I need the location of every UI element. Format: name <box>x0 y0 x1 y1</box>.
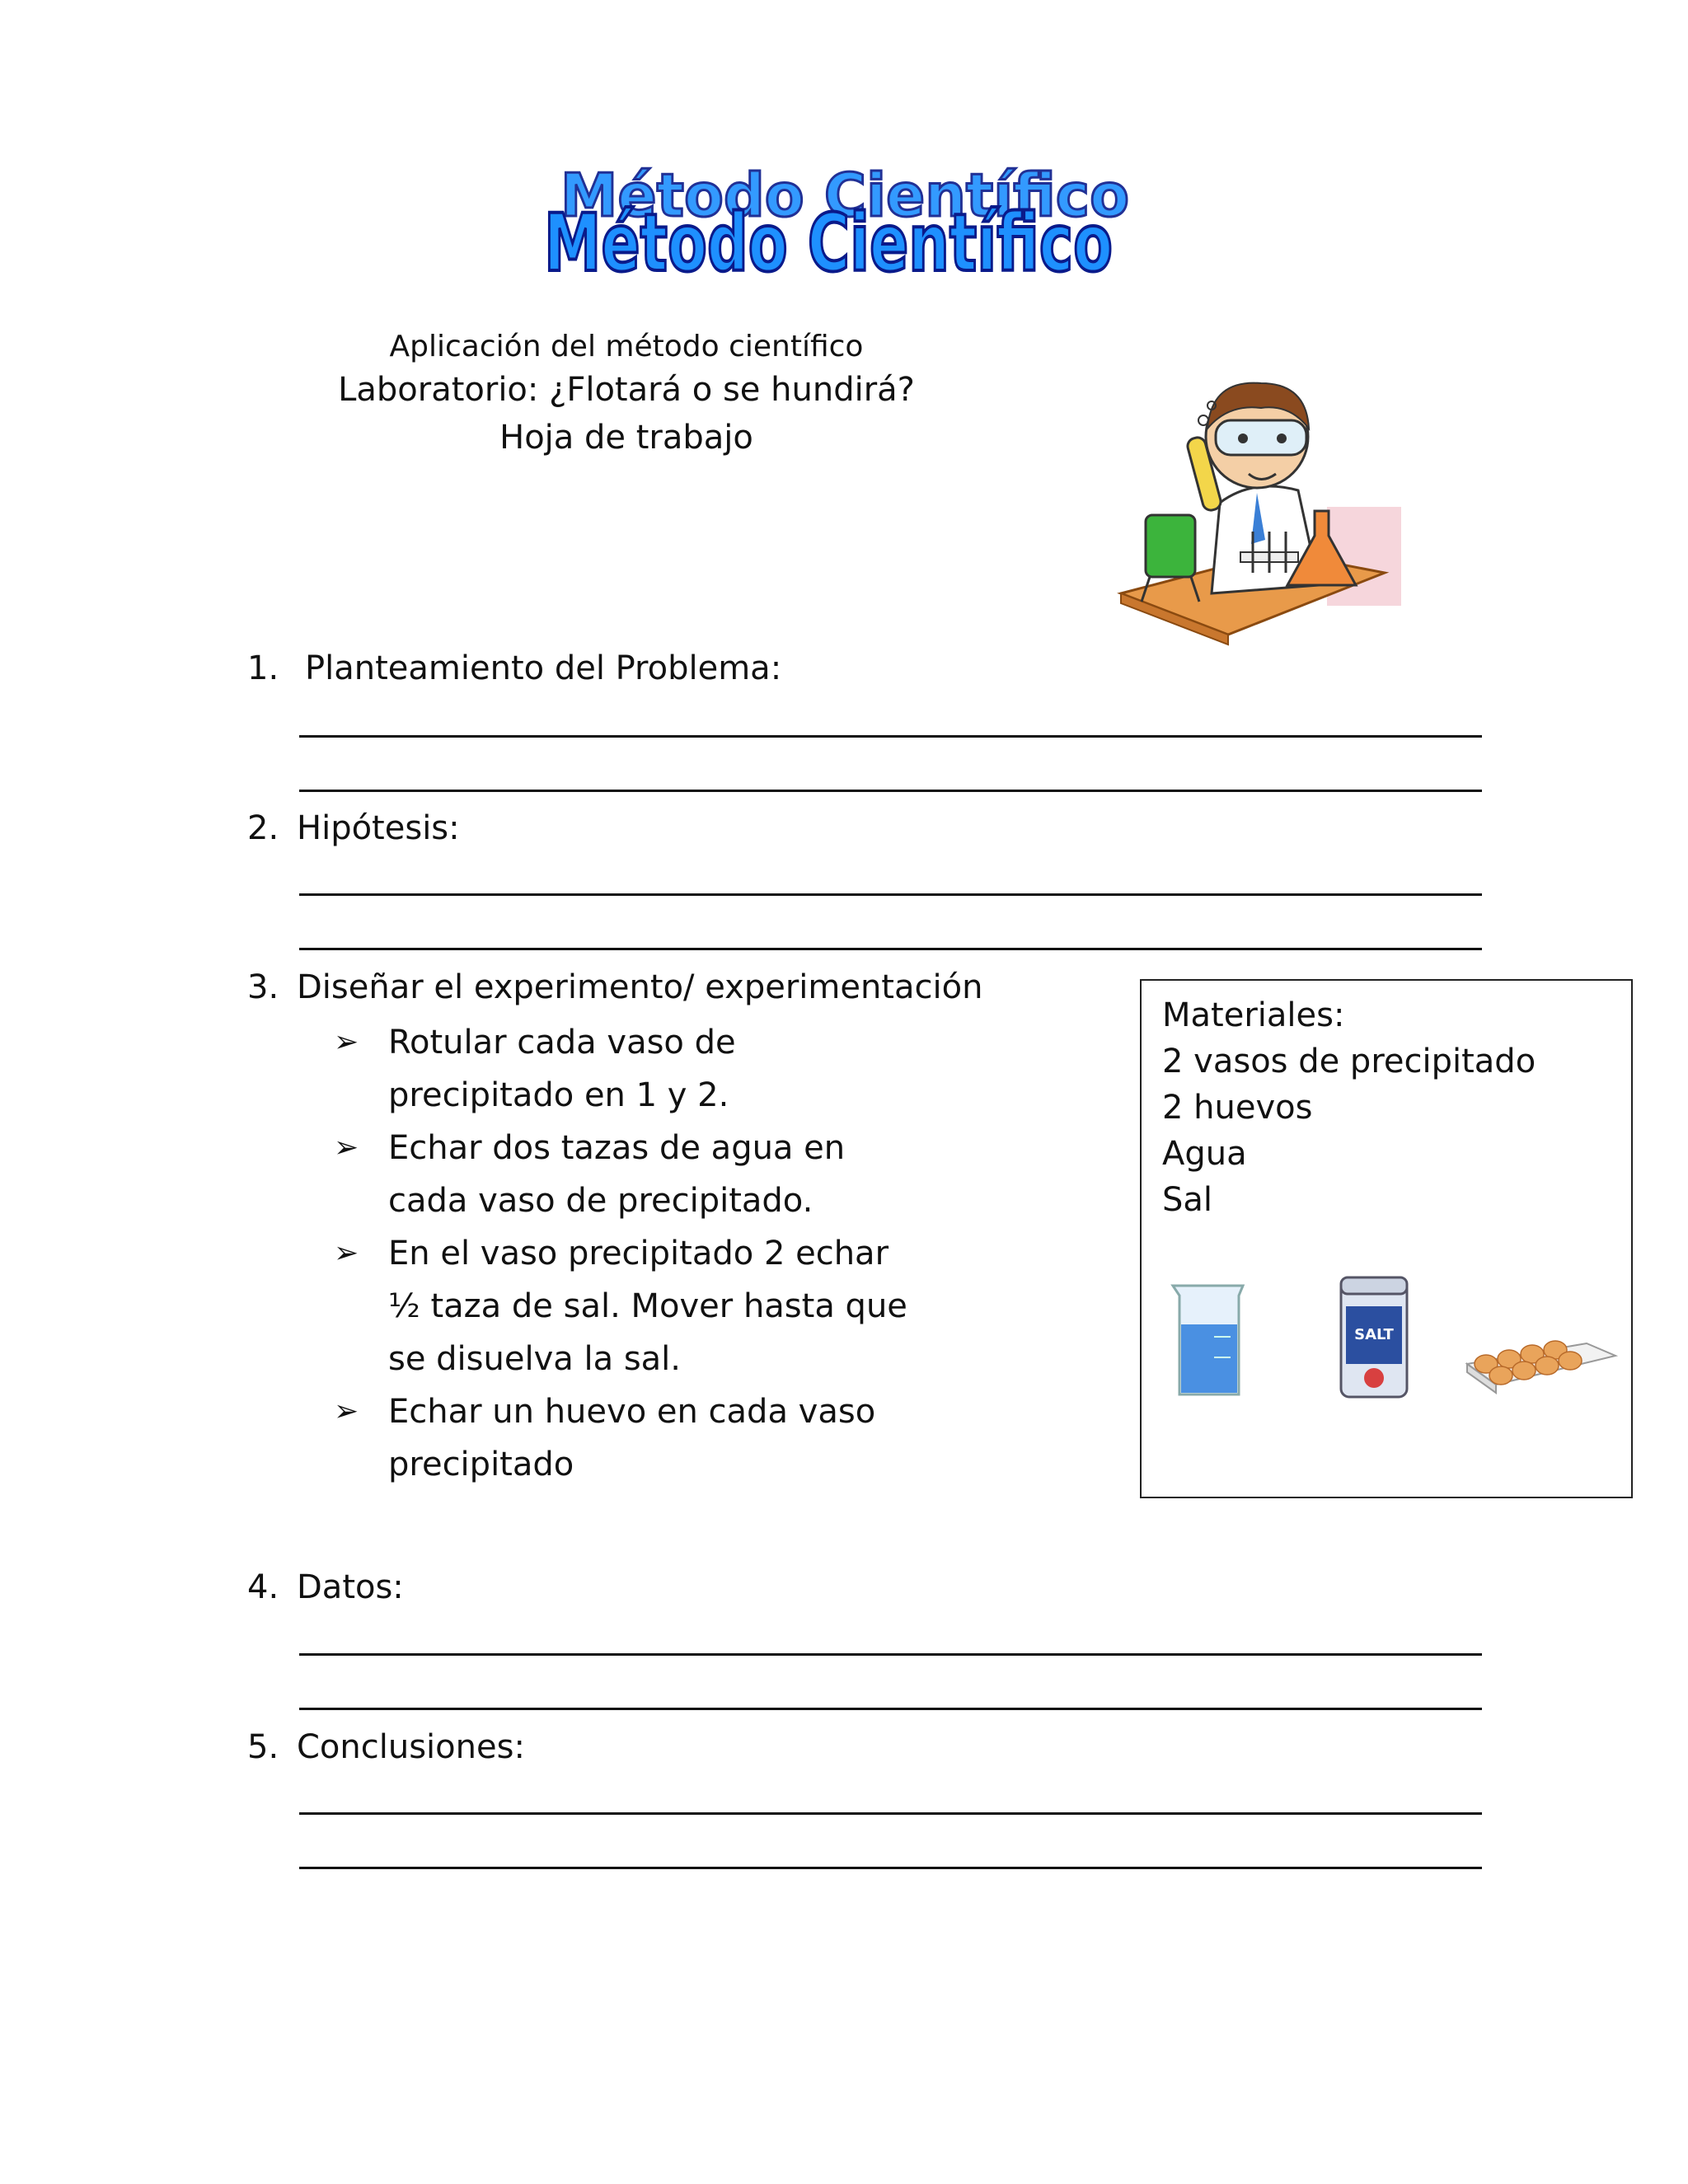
list-item: Sal <box>1162 1181 1213 1219</box>
arrow-bullet-icon: ➢ <box>334 1131 359 1165</box>
list-item: Agua <box>1162 1135 1247 1173</box>
question-2-number: 2. <box>247 809 279 847</box>
question-3-number: 3. <box>247 968 279 1006</box>
question-2-label: Hipótesis: <box>297 809 460 847</box>
question-4-number: 4. <box>247 1568 279 1606</box>
subtitle-lab: Laboratorio: ¿Flotará o se hundirá? <box>338 371 915 409</box>
salt-label: SALT <box>1354 1326 1394 1343</box>
list-item: 2 vasos de precipitado <box>1162 1043 1536 1080</box>
question-1-label: Planteamiento del Problema: <box>305 649 782 687</box>
egg-carton-icon <box>1463 1306 1620 1397</box>
salt-container-icon <box>1333 1269 1415 1401</box>
subtitle-worksheet: Hoja de trabajo <box>499 419 753 457</box>
answer-line-5b[interactable] <box>299 1867 1482 1869</box>
title-wordart <box>544 165 1146 288</box>
answer-line-2b[interactable] <box>299 948 1482 950</box>
experiment-steps <box>334 1016 927 1491</box>
question-4 <box>247 1568 404 1606</box>
materials-box <box>1140 979 1633 1498</box>
answer-line-4a[interactable] <box>299 1653 1482 1656</box>
arrow-bullet-icon: ➢ <box>334 1025 359 1059</box>
title-text: Método Científico <box>544 197 1113 288</box>
list-item: ➢ Echar un huevo en cada vaso precipitado <box>334 1385 927 1491</box>
question-4-label: Datos: <box>297 1568 404 1606</box>
materials-list <box>1162 992 1536 1223</box>
arrow-bullet-icon: ➢ <box>334 1394 359 1428</box>
question-3 <box>247 968 982 1006</box>
materials-heading: Materiales: <box>1162 996 1345 1034</box>
question-5 <box>247 1728 525 1766</box>
list-item: ➢ Echar dos tazas de agua en cada vaso de precipitado. <box>334 1122 927 1227</box>
answer-line-5a[interactable] <box>299 1812 1482 1815</box>
question-1 <box>247 649 781 687</box>
question-2 <box>247 809 460 847</box>
beaker-icon <box>1165 1279 1255 1403</box>
question-5-label: Conclusiones: <box>297 1728 525 1766</box>
arrow-bullet-icon: ➢ <box>334 1236 359 1270</box>
list-item: ➢ Rotular cada vaso de precipitado en 1 y 2. <box>334 1016 927 1122</box>
answer-line-4b[interactable] <box>299 1708 1482 1710</box>
answer-line-1a[interactable] <box>299 735 1482 738</box>
answer-line-2a[interactable] <box>299 893 1482 896</box>
question-3-label: Diseñar el experimento/ experimentación <box>297 968 983 1006</box>
list-item: ➢ En el vaso precipitado 2 echar ½ taza de sal. Mover hasta que se disuelva la sal. <box>334 1227 927 1385</box>
list-item: 2 huevos <box>1162 1089 1313 1127</box>
title-shadow-text: Método Científico <box>560 165 1129 230</box>
question-1-number: 1. <box>247 649 279 687</box>
question-5-number: 5. <box>247 1728 279 1766</box>
scientist-illustration <box>1113 346 1409 651</box>
answer-line-1b[interactable] <box>299 790 1482 792</box>
subtitle-application: Aplicación del método científico <box>389 330 864 363</box>
